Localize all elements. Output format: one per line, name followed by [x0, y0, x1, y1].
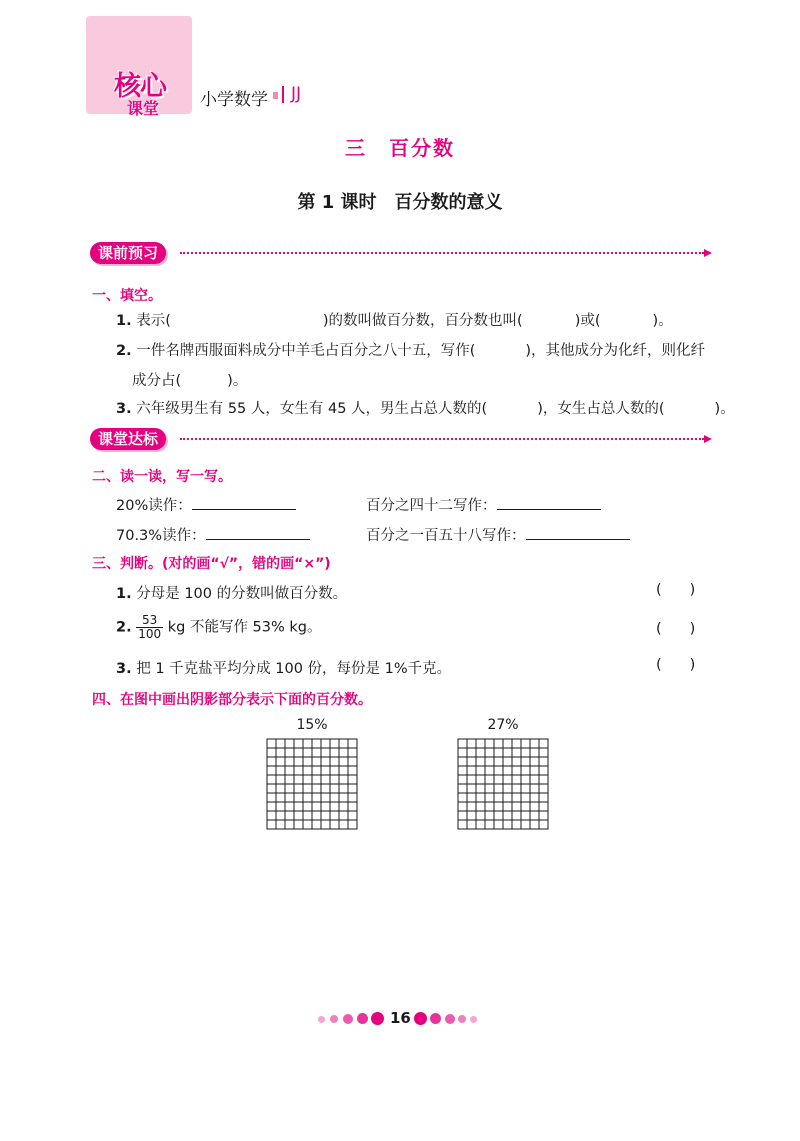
question-number: 3. — [116, 401, 132, 417]
grid-cell[interactable] — [476, 775, 485, 784]
grid-cell[interactable] — [330, 820, 339, 829]
header-separator-bar — [282, 86, 284, 103]
header-edition: JJ — [291, 84, 302, 104]
fill-blank-heading: 一、填空。 — [92, 288, 162, 304]
dot-decoration — [330, 1015, 338, 1023]
arrow-right-icon — [704, 249, 712, 257]
grid-cell[interactable] — [485, 775, 494, 784]
dot-decoration — [430, 1013, 441, 1024]
grid-cell[interactable] — [267, 811, 276, 820]
question-text: )，女生占总人数的( — [537, 401, 665, 417]
paren-open: ( — [656, 582, 662, 598]
grid-cell[interactable] — [348, 757, 357, 766]
question-text: )。 — [227, 373, 248, 389]
grid-cell[interactable] — [339, 793, 348, 802]
grid-cell[interactable] — [312, 748, 321, 757]
grid-cell[interactable] — [467, 766, 476, 775]
grid-cell[interactable] — [485, 748, 494, 757]
grid-cell[interactable] — [476, 739, 485, 748]
grid-cell[interactable] — [276, 802, 285, 811]
grid-cell[interactable] — [285, 802, 294, 811]
grid-cell[interactable] — [321, 775, 330, 784]
grid-cell[interactable] — [285, 748, 294, 757]
paren-close: ) — [689, 582, 696, 598]
grid-cell[interactable] — [348, 784, 357, 793]
grid-cell[interactable] — [485, 766, 494, 775]
grid-cell[interactable] — [530, 820, 539, 829]
grid-cell[interactable] — [494, 775, 503, 784]
grid-cell[interactable] — [321, 739, 330, 748]
grid-cell[interactable] — [458, 811, 467, 820]
grid-cell[interactable] — [512, 784, 521, 793]
grid-cell[interactable] — [276, 739, 285, 748]
question-text: 表示( — [136, 313, 171, 329]
grid-cell[interactable] — [512, 766, 521, 775]
header-separator-mark — [273, 92, 278, 99]
grid-cell[interactable] — [267, 784, 276, 793]
grid-cell[interactable] — [312, 820, 321, 829]
grid-cell[interactable] — [312, 775, 321, 784]
fill-blank-question-2-cont — [132, 369, 247, 390]
grid-cell[interactable] — [339, 820, 348, 829]
section-divider-line — [180, 438, 704, 440]
grid-cell[interactable] — [285, 757, 294, 766]
grid-cell[interactable] — [503, 820, 512, 829]
grid-cell[interactable] — [539, 802, 548, 811]
grid-cell[interactable] — [294, 748, 303, 757]
grid-cell[interactable] — [267, 820, 276, 829]
read-write-heading: 二、读一读，写一写。 — [92, 469, 232, 485]
paren-close: ) — [689, 621, 696, 637]
question-number: 2. — [116, 619, 132, 636]
grid-cell[interactable] — [321, 757, 330, 766]
grid-cell[interactable] — [285, 775, 294, 784]
grid-cell[interactable] — [458, 766, 467, 775]
grid-cell[interactable] — [267, 739, 276, 748]
grid-cell[interactable] — [276, 793, 285, 802]
item-text: 20%读作： — [116, 498, 192, 514]
grid-cell[interactable] — [485, 793, 494, 802]
grid-cell[interactable] — [530, 802, 539, 811]
grid-cell[interactable] — [539, 739, 548, 748]
grid-cell[interactable] — [512, 757, 521, 766]
question-text: kg 不能写作 53% kg。 — [167, 619, 322, 636]
grid-cell[interactable] — [312, 784, 321, 793]
grid-cell[interactable] — [330, 748, 339, 757]
grid-cell[interactable] — [321, 766, 330, 775]
grid-cell[interactable] — [285, 766, 294, 775]
grid-cell[interactable] — [330, 757, 339, 766]
grid-cell[interactable] — [485, 784, 494, 793]
grid-cell[interactable] — [539, 811, 548, 820]
grid-cell[interactable] — [294, 820, 303, 829]
read-write-item-1 — [116, 494, 296, 515]
grid-cell[interactable] — [330, 766, 339, 775]
question-number: 1. — [116, 586, 132, 602]
grid-cell[interactable] — [494, 757, 503, 766]
fraction — [136, 614, 163, 641]
grid-cell[interactable] — [521, 784, 530, 793]
grid-cell[interactable] — [458, 802, 467, 811]
grid-cell[interactable] — [512, 748, 521, 757]
grid-cell[interactable] — [458, 820, 467, 829]
grid-cell[interactable] — [512, 802, 521, 811]
fraction-denominator: 100 — [138, 627, 162, 641]
paren-open: ( — [656, 657, 662, 673]
dot-decoration — [318, 1016, 325, 1023]
grid-cell[interactable] — [512, 775, 521, 784]
grid-cell[interactable] — [521, 748, 530, 757]
grid-cell[interactable] — [321, 748, 330, 757]
dot-decoration — [445, 1014, 455, 1024]
grid-cell[interactable] — [467, 802, 476, 811]
grid-cell[interactable] — [303, 793, 312, 802]
grid-cell[interactable] — [530, 811, 539, 820]
grid-cell[interactable] — [285, 811, 294, 820]
grid-cell[interactable] — [458, 793, 467, 802]
grid-cell[interactable] — [494, 784, 503, 793]
grid-cell[interactable] — [321, 811, 330, 820]
grid-cell[interactable] — [494, 811, 503, 820]
grid-cell[interactable] — [521, 793, 530, 802]
page-number: 16 — [390, 1009, 411, 1027]
judge-question-1 — [116, 582, 347, 603]
grid-cell[interactable] — [348, 739, 357, 748]
grid-cell[interactable] — [294, 739, 303, 748]
dot-decoration — [458, 1015, 466, 1023]
grid-cell[interactable] — [303, 802, 312, 811]
grid-cell[interactable] — [494, 802, 503, 811]
grid-cell[interactable] — [521, 766, 530, 775]
grid-cell[interactable] — [539, 784, 548, 793]
judge-answer-box-2[interactable] — [656, 621, 695, 637]
logo-subtext: 课堂 — [126, 99, 159, 118]
grid-cell[interactable] — [476, 802, 485, 811]
grid-cell[interactable] — [503, 757, 512, 766]
grid-cell[interactable] — [476, 820, 485, 829]
grid-cell[interactable] — [530, 784, 539, 793]
grid-cell[interactable] — [521, 775, 530, 784]
grid-cell[interactable] — [458, 784, 467, 793]
grid-cell[interactable] — [303, 775, 312, 784]
grid-cell[interactable] — [330, 784, 339, 793]
grid-cell[interactable] — [303, 748, 312, 757]
grid-cell[interactable] — [330, 802, 339, 811]
judge-heading: 三、判断。(对的画“√”，错的画“×”) — [92, 556, 331, 572]
grid-cell[interactable] — [294, 775, 303, 784]
grid-cell[interactable] — [285, 820, 294, 829]
grid-cell[interactable] — [485, 757, 494, 766]
grid-cell[interactable] — [330, 793, 339, 802]
grid-cell[interactable] — [294, 811, 303, 820]
grid-cell[interactable] — [294, 757, 303, 766]
grid-cell[interactable] — [467, 784, 476, 793]
question-text: )的数叫做百分数，百分数也叫( — [322, 313, 523, 329]
grid-cell[interactable] — [285, 739, 294, 748]
question-text: 成分占( — [132, 373, 182, 389]
grid-cell[interactable] — [321, 784, 330, 793]
grid-cell[interactable] — [458, 748, 467, 757]
grid-cell[interactable] — [348, 820, 357, 829]
grid-cell[interactable] — [494, 739, 503, 748]
grid-cell[interactable] — [467, 820, 476, 829]
grid-cell[interactable] — [539, 766, 548, 775]
question-text: 六年级男生有 55 人，女生有 45 人，男生占总人数的( — [136, 401, 488, 417]
answer-line[interactable] — [497, 509, 601, 510]
paren-open: ( — [656, 621, 662, 637]
grid-cell[interactable] — [294, 766, 303, 775]
read-write-item-3 — [116, 524, 310, 545]
logo-text: 核心 — [114, 71, 166, 102]
arrow-right-icon — [704, 435, 712, 443]
grid-cell[interactable] — [476, 757, 485, 766]
grid-cell[interactable] — [467, 757, 476, 766]
grid-cell[interactable] — [521, 802, 530, 811]
section-banner-practice: 课堂达标 — [90, 428, 166, 450]
grid-cell[interactable] — [512, 820, 521, 829]
grid-cell[interactable] — [503, 793, 512, 802]
grid-cell[interactable] — [539, 820, 548, 829]
grid-cell[interactable] — [539, 757, 548, 766]
grid-cell[interactable] — [312, 811, 321, 820]
grid-cell[interactable] — [339, 775, 348, 784]
dot-decoration — [343, 1014, 353, 1024]
grid-cell[interactable] — [312, 739, 321, 748]
grid-cell[interactable] — [503, 775, 512, 784]
grid-cell[interactable] — [294, 802, 303, 811]
grid-cell[interactable] — [303, 757, 312, 766]
grid-cell[interactable] — [467, 748, 476, 757]
grid-cell[interactable] — [476, 766, 485, 775]
grid-cell[interactable] — [312, 802, 321, 811]
grid-cell[interactable] — [530, 748, 539, 757]
grid-cell[interactable] — [530, 766, 539, 775]
grid-label-1: 15% — [296, 717, 328, 733]
item-text: 70.3%读作： — [116, 528, 206, 544]
judge-question-2 — [116, 614, 322, 641]
grid-cell[interactable] — [348, 793, 357, 802]
grid-cell[interactable] — [276, 784, 285, 793]
grid-cell[interactable] — [267, 802, 276, 811]
question-text: 分母是 100 的分数叫做百分数。 — [136, 586, 348, 602]
dot-decoration — [414, 1012, 427, 1025]
dot-decoration — [357, 1013, 368, 1024]
grid-label-2: 27% — [487, 717, 519, 733]
fraction-numerator: 53 — [136, 614, 163, 628]
grid-cell[interactable] — [285, 793, 294, 802]
read-write-item-2 — [366, 494, 601, 515]
grid-cell[interactable] — [521, 811, 530, 820]
answer-line[interactable] — [192, 509, 296, 510]
header-subject: 小学数学 — [200, 90, 268, 110]
grid-cell[interactable] — [303, 811, 312, 820]
grid-cell[interactable] — [521, 757, 530, 766]
grid-cell[interactable] — [467, 811, 476, 820]
grid-cell[interactable] — [267, 748, 276, 757]
grid-cell[interactable] — [467, 739, 476, 748]
grid-cell[interactable] — [339, 748, 348, 757]
grid-cell[interactable] — [339, 757, 348, 766]
grid-cell[interactable] — [494, 820, 503, 829]
grid-cell[interactable] — [312, 757, 321, 766]
judge-question-3 — [116, 657, 451, 678]
grid-cell[interactable] — [512, 811, 521, 820]
grid-cell[interactable] — [276, 757, 285, 766]
grid-cell[interactable] — [458, 775, 467, 784]
grid-cell[interactable] — [294, 793, 303, 802]
hundred-grid-1[interactable] — [266, 738, 358, 830]
question-text: )。 — [714, 401, 735, 417]
grid-cell[interactable] — [485, 802, 494, 811]
grid-cell[interactable] — [485, 739, 494, 748]
dot-decoration — [371, 1012, 384, 1025]
item-text: 百分之四十二写作： — [366, 498, 497, 514]
grid-cell[interactable] — [467, 793, 476, 802]
grid-cell[interactable] — [339, 811, 348, 820]
grid-cell[interactable] — [512, 793, 521, 802]
grid-cell[interactable] — [458, 739, 467, 748]
grid-cell[interactable] — [494, 793, 503, 802]
grid-cell[interactable] — [530, 757, 539, 766]
grid-cell[interactable] — [312, 766, 321, 775]
question-number: 3. — [116, 661, 132, 677]
grid-cell[interactable] — [503, 784, 512, 793]
grid-cell[interactable] — [321, 820, 330, 829]
grid-cell[interactable] — [276, 775, 285, 784]
grid-cell[interactable] — [330, 811, 339, 820]
grid-cell[interactable] — [494, 748, 503, 757]
item-text: 百分之一百五十八写作： — [366, 528, 526, 544]
question-text: )，其他成分为化纤，则化纤 — [525, 343, 706, 359]
shading-heading: 四、在图中画出阴影部分表示下面的百分数。 — [92, 692, 372, 708]
grid-cell[interactable] — [348, 766, 357, 775]
grid-cell[interactable] — [521, 739, 530, 748]
grid-cell[interactable] — [485, 811, 494, 820]
grid-cell[interactable] — [276, 748, 285, 757]
grid-cell[interactable] — [530, 793, 539, 802]
grid-cell[interactable] — [494, 766, 503, 775]
answer-line[interactable] — [206, 539, 310, 540]
judge-answer-box-1[interactable] — [656, 582, 695, 598]
grid-cell[interactable] — [267, 757, 276, 766]
grid-cell[interactable] — [303, 766, 312, 775]
grid-cell[interactable] — [303, 820, 312, 829]
section-banner-preview: 课前预习 — [90, 242, 166, 264]
grid-cell[interactable] — [339, 802, 348, 811]
question-number: 1. — [116, 313, 132, 329]
grid-cell[interactable] — [503, 811, 512, 820]
grid-cell[interactable] — [485, 820, 494, 829]
grid-cell[interactable] — [476, 748, 485, 757]
dot-decoration — [470, 1016, 477, 1023]
grid-cell[interactable] — [476, 784, 485, 793]
grid-cell[interactable] — [339, 766, 348, 775]
grid-cell[interactable] — [476, 793, 485, 802]
read-write-item-4 — [366, 524, 630, 545]
grid-cell[interactable] — [267, 793, 276, 802]
fill-blank-question-1 — [116, 309, 673, 330]
grid-cell[interactable] — [303, 739, 312, 748]
answer-line[interactable] — [526, 539, 630, 540]
grid-cell[interactable] — [276, 820, 285, 829]
grid-cell[interactable] — [339, 739, 348, 748]
grid-cell[interactable] — [285, 784, 294, 793]
question-text: 把 1 千克盐平均分成 100 份，每份是 1%千克。 — [136, 661, 452, 677]
grid-cell[interactable] — [276, 811, 285, 820]
grid-cell[interactable] — [467, 775, 476, 784]
fill-blank-question-2 — [116, 339, 705, 360]
grid-cell[interactable] — [330, 775, 339, 784]
grid-cell[interactable] — [512, 739, 521, 748]
grid-cell[interactable] — [503, 766, 512, 775]
grid-cell[interactable] — [539, 748, 548, 757]
question-number: 2. — [116, 343, 132, 359]
grid-cell[interactable] — [476, 811, 485, 820]
grid-cell[interactable] — [267, 775, 276, 784]
grid-cell[interactable] — [539, 775, 548, 784]
grid-cell[interactable] — [348, 775, 357, 784]
grid-cell[interactable] — [503, 748, 512, 757]
judge-answer-box-3[interactable] — [656, 657, 695, 673]
grid-cell[interactable] — [458, 757, 467, 766]
hundred-grid-2[interactable] — [457, 738, 549, 830]
grid-cell[interactable] — [339, 784, 348, 793]
grid-cell[interactable] — [303, 784, 312, 793]
grid-cell[interactable] — [503, 802, 512, 811]
grid-cell[interactable] — [294, 784, 303, 793]
grid-cell[interactable] — [321, 802, 330, 811]
paren-close: ) — [689, 657, 696, 673]
question-text: )。 — [652, 313, 673, 329]
grid-cell[interactable] — [312, 793, 321, 802]
question-text: 一件名牌西服面料成分中羊毛占百分之八十五，写作( — [136, 343, 476, 359]
grid-cell[interactable] — [530, 775, 539, 784]
grid-cell[interactable] — [321, 793, 330, 802]
grid-cell[interactable] — [330, 739, 339, 748]
grid-cell[interactable] — [348, 811, 357, 820]
section-divider-line — [180, 252, 704, 254]
grid-cell[interactable] — [521, 820, 530, 829]
grid-cell[interactable] — [348, 802, 357, 811]
fill-blank-question-3 — [116, 397, 735, 418]
grid-cell[interactable] — [503, 739, 512, 748]
grid-cell[interactable] — [539, 793, 548, 802]
chapter-title: 三 百分数 — [345, 136, 455, 160]
grid-cell[interactable] — [267, 766, 276, 775]
grid-cell[interactable] — [348, 748, 357, 757]
grid-cell[interactable] — [530, 739, 539, 748]
question-text: )或( — [574, 313, 601, 329]
grid-cell[interactable] — [276, 766, 285, 775]
lesson-title: 第 1 课时 百分数的意义 — [297, 192, 503, 213]
